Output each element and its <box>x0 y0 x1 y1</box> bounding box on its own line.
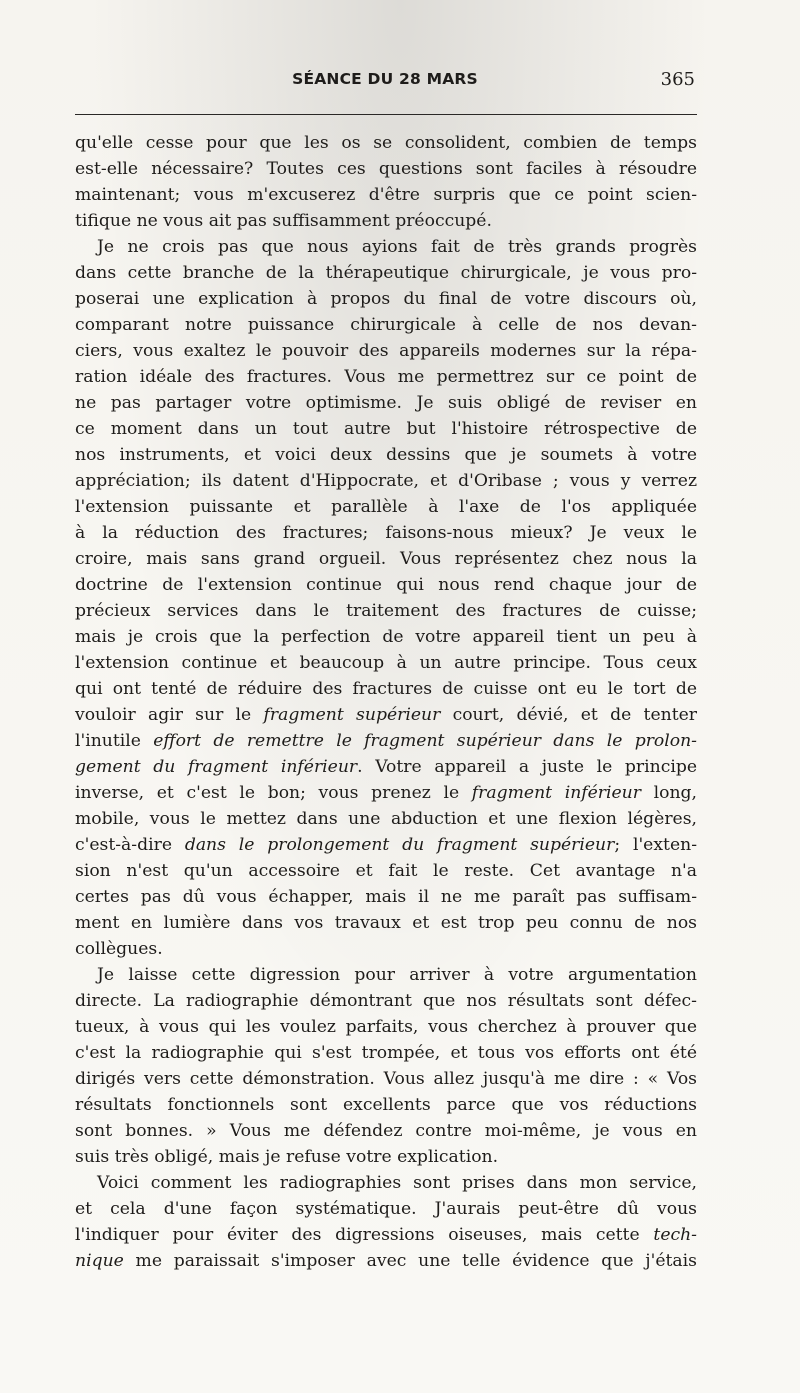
text-line: directe. La radiographie démontrant que nos résultats sont défec- <box>75 991 697 1011</box>
text-line: mais je crois que la perfection de votre appareil tient un peu à <box>75 627 697 647</box>
text-line: comparant notre puissance chirurgicale à celle de nos devan- <box>75 315 697 335</box>
italic-text: effort de remettre le fragment supérieur dans le prolon- <box>153 731 697 751</box>
text-line: collègues. <box>75 939 163 959</box>
text-line: c'est-à-dire dans le prolongement du fragment supérieur; l'exten- <box>75 835 698 855</box>
text-line: sont bonnes. » Vous me défendez contre moi-même, je vous en <box>75 1121 697 1141</box>
text-line: sion n'est qu'un accessoire et fait le reste. Cet avantage n'a <box>75 861 697 881</box>
text-line: maintenant; vous m'excuserez d'être surpris que ce point scien- <box>75 185 697 205</box>
text-line: nique me paraissait s'imposer avec une telle évidence que j'étais <box>75 1251 697 1271</box>
text-line: qui ont tenté de réduire des fractures de cuisse ont eu le tort de <box>75 679 697 699</box>
text-line: à la réduction des fractures; faisons-nous mieux? Je veux le <box>75 523 697 543</box>
text-line: l'extension puissante et parallèle à l'axe de l'os appliquée <box>75 497 697 517</box>
text-line: qu'elle cesse pour que les os se consolident, combien de temps <box>75 133 697 153</box>
italic-text: nique <box>75 1251 124 1271</box>
text-line: l'inutile effort de remettre le fragment supérieur dans le prolon- <box>75 731 697 751</box>
text-line: croire, mais sans grand orgueil. Vous représentez chez nous la <box>75 549 697 569</box>
text-line: certes pas dû vous échapper, mais il ne me paraît pas suffisam- <box>75 887 697 907</box>
text-line: tueux, à vous qui les voulez parfaits, vous cherchez à prouver que <box>75 1017 697 1037</box>
text-line: ment en lumière dans vos travaux et est trop peu connu de nos <box>75 913 697 933</box>
text-line: est-elle nécessaire? Toutes ces questions sont faciles à résoudre <box>75 159 697 179</box>
text-line: résultats fonctionnels sont excellents parce que vos réductions <box>75 1095 697 1115</box>
header-rule <box>75 114 697 115</box>
text-line: Je ne crois pas que nous ayions fait de très grands progrès <box>97 237 697 257</box>
text-line: dans cette branche de la thérapeutique chirurgicale, je vous pro- <box>75 263 697 283</box>
text-line: nos instruments, et voici deux dessins que je soumets à votre <box>75 445 697 465</box>
text-line: dirigés vers cette démonstration. Vous allez jusqu'à me dire : « Vos <box>75 1069 697 1089</box>
text-line: ce moment dans un tout autre but l'histoire rétrospective de <box>75 419 697 439</box>
text-line: vouloir agir sur le fragment supérieur court, dévié, et de tenter <box>75 705 697 725</box>
text-line: Je laisse cette digression pour arriver à votre argumentation <box>97 965 697 985</box>
text-line: tifique ne vous ait pas suffisamment préoccupé. <box>75 211 492 231</box>
text-line: appréciation; ils datent d'Hippocrate, et d'Oribase ; vous y verrez <box>75 471 697 491</box>
page-header <box>75 66 695 96</box>
text-line: c'est la radiographie qui s'est trompée, et tous vos efforts ont été <box>75 1043 697 1063</box>
text-line: doctrine de l'extension continue qui nous rend chaque jour de <box>75 575 697 595</box>
text-line: et cela d'une façon systématique. J'aurais peut-être dû vous <box>75 1199 697 1219</box>
text-line: l'indiquer pour éviter des digressions oiseuses, mais cette tech- <box>75 1225 697 1245</box>
text-line: poserai une explication à propos du final de votre discours où, <box>75 289 697 309</box>
italic-text: fragment inférieur <box>471 783 641 803</box>
text-line: inverse, et c'est le bon; vous prenez le fragment inférieur long, <box>75 783 697 803</box>
running-head: SÉANCE DU 28 MARS <box>292 70 478 88</box>
body-text <box>75 130 697 1274</box>
text-line: ne pas partager votre optimisme. Je suis obligé de reviser en <box>75 393 697 413</box>
text-line: ration idéale des fractures. Vous me permettrez sur ce point de <box>75 367 697 387</box>
text-line: ciers, vous exaltez le pouvoir des appareils modernes sur la répa- <box>75 341 697 361</box>
italic-text: dans le prolongement du fragment supérieur <box>184 835 615 855</box>
italic-text: fragment supérieur <box>263 705 441 725</box>
text-line: gement du fragment inférieur. Votre appareil a juste le principe <box>75 757 697 777</box>
page-number: 365 <box>660 69 695 90</box>
text-line: Voici comment les radiographies sont prises dans mon service, <box>97 1173 697 1193</box>
italic-text: tech- <box>653 1225 697 1245</box>
italic-text: gement du fragment inférieur <box>75 757 358 777</box>
text-line: suis très obligé, mais je refuse votre explication. <box>75 1147 499 1167</box>
text-line: l'extension continue et beaucoup à un autre principe. Tous ceux <box>75 653 697 673</box>
text-line: mobile, vous le mettez dans une abduction et une flexion légères, <box>75 809 697 829</box>
text-line: précieux services dans le traitement des fractures de cuisse; <box>75 601 697 621</box>
